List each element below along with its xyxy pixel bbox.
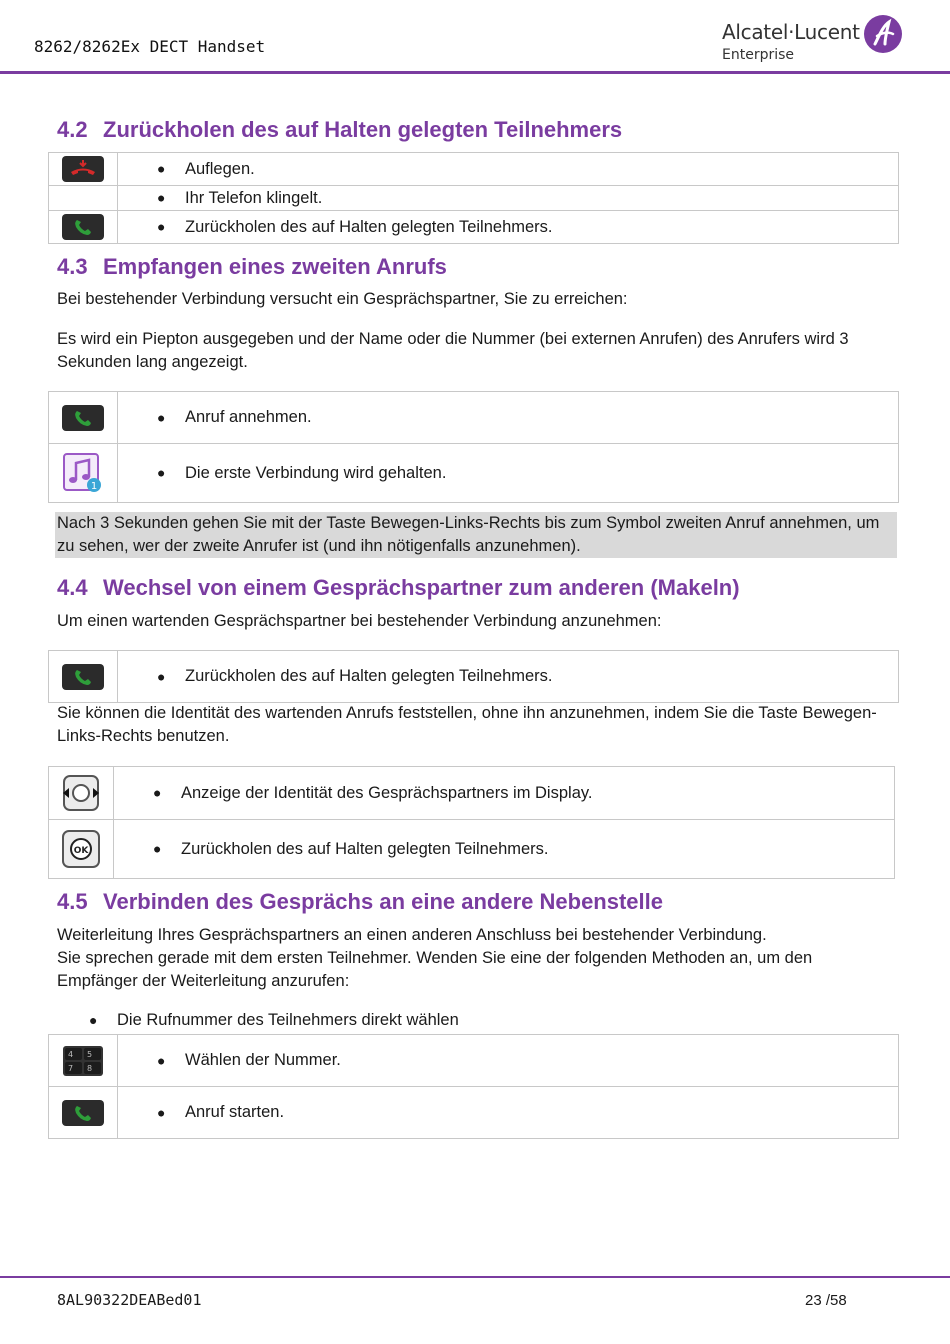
step-icon-cell xyxy=(49,153,118,186)
steps-table-4-4a xyxy=(48,650,899,703)
section-title: Wechsel von einem Gesprächspartner zum anderen (Makeln) xyxy=(103,575,740,600)
hang-up-key-icon xyxy=(61,155,105,183)
step-text-cell: ● Wählen der Nummer. xyxy=(118,1035,899,1087)
ok-key-icon xyxy=(61,829,101,869)
footer-rule xyxy=(0,1276,950,1278)
step-text-cell: ● Auflegen. xyxy=(118,153,899,186)
step-text: Auflegen. xyxy=(185,159,255,178)
step-text-cell: ● Zurückholen des auf Halten gelegten Teilnehmers. xyxy=(118,211,899,244)
alcatel-lucent-logo xyxy=(720,14,910,66)
step-row xyxy=(49,820,895,879)
keypad-icon xyxy=(62,1045,104,1077)
keypad-digit: 4 xyxy=(68,1049,74,1059)
note-box: Nach 3 Sekunden gehen Sie mit der Taste Bewegen-Links-Rechts bis zum Symbol zweiten Anruf annehmen, um zu sehen, wer der zweite Anrufer ist (und ihn nötigenfalls anzunehmen). xyxy=(55,512,897,558)
steps-table-4-3 xyxy=(48,391,899,503)
step-row xyxy=(49,767,895,820)
step-row xyxy=(49,186,899,211)
steps-table-4-4b xyxy=(48,766,895,879)
off-hook-key-icon xyxy=(61,213,105,241)
step-text-cell: ● Die erste Verbindung wird gehalten. xyxy=(118,444,899,503)
step-row xyxy=(49,444,899,503)
section-title: Zurückholen des auf Halten gelegten Teilnehmers xyxy=(103,117,623,142)
step-text-cell: ● Ihr Telefon klingelt. xyxy=(118,186,899,211)
section-description: Weiterleitung Ihres Gesprächspartners an einen anderen Anschluss bei bestehender Verbindung. Sie sprechen gerade mit dem ersten Teilnehmer. Wenden Sie eine der folgenden Methoden an, um den Empfänger der Weiterleitung anzurufen: xyxy=(57,926,813,990)
step-text: Ihr Telefon klingelt. xyxy=(185,188,323,207)
logo-subtitle: Enterprise xyxy=(722,47,795,63)
keypad-digit: 5 xyxy=(87,1049,93,1059)
section-heading-4-4 xyxy=(57,575,740,601)
step-icon-cell xyxy=(49,1035,118,1087)
steps-table-4-2 xyxy=(48,152,899,244)
step-text: Zurückholen des auf Halten gelegten Teilnehmers. xyxy=(181,839,549,858)
step-text: Die erste Verbindung wird gehalten. xyxy=(185,463,447,482)
logo-mark-icon xyxy=(863,14,903,54)
document-reference: 8AL90322DEABed01 xyxy=(57,1291,202,1309)
step-icon-cell xyxy=(49,211,118,244)
step-text: Anzeige der Identität des Gesprächspartners im Display. xyxy=(181,783,593,802)
keypad-digit: 7 xyxy=(68,1063,74,1073)
step-text-cell: ● Anzeige der Identität des Gesprächspartners im Display. xyxy=(114,767,895,820)
method-bullet-text: Die Rufnummer des Teilnehmers direkt wählen xyxy=(117,1011,459,1029)
step-text: Zurückholen des auf Halten gelegten Teilnehmers. xyxy=(185,217,553,236)
step-icon-cell xyxy=(49,392,118,444)
svg-text:OK: OK xyxy=(73,846,89,856)
step-text-cell: ● Anruf annehmen. xyxy=(118,392,899,444)
step-text-cell: ● Anruf starten. xyxy=(118,1087,899,1139)
section-number: 4.4 xyxy=(57,575,88,600)
section-intro: Bei bestehender Verbindung versucht ein Gesprächspartner, Sie zu erreichen: xyxy=(57,290,628,308)
step-row xyxy=(49,211,899,244)
step-text: Anruf starten. xyxy=(185,1103,285,1121)
off-hook-key-icon xyxy=(61,404,105,432)
step-row xyxy=(49,651,899,703)
section-number: 4.2 xyxy=(57,117,88,142)
off-hook-key-icon xyxy=(61,1099,105,1127)
step-row xyxy=(49,392,899,444)
section-number: 4.5 xyxy=(57,889,88,914)
navigator-left-right-icon xyxy=(61,774,101,812)
music-on-hold-icon xyxy=(62,452,104,494)
step-icon-cell xyxy=(49,767,114,820)
section-intro: Um einen wartenden Gesprächspartner bei bestehender Verbindung anzunehmen: xyxy=(57,612,662,630)
page-number: 23 /58 xyxy=(805,1292,847,1309)
section-number: 4.3 xyxy=(57,254,88,279)
header-rule xyxy=(0,71,950,74)
section-description: Es wird ein Piepton ausgegeben und der Name oder die Nummer (bei externen Anrufen) des Anrufers wird 3 Sekunden lang angezeigt. xyxy=(57,330,849,371)
step-text-cell: ● Zurückholen des auf Halten gelegten Teilnehmers. xyxy=(118,651,899,703)
logo-name: Alcatel·Lucent xyxy=(722,20,860,44)
document-title: 8262/8262Ex DECT Handset xyxy=(34,37,266,56)
step-text: Wählen der Nummer. xyxy=(185,1051,341,1069)
step-text: Zurückholen des auf Halten gelegten Teilnehmers. xyxy=(185,667,553,685)
step-icon-cell xyxy=(49,1087,118,1139)
step-row xyxy=(49,1087,899,1139)
step-text: Anruf annehmen. xyxy=(185,408,312,426)
section-heading-4-2 xyxy=(57,117,622,143)
section-title: Verbinden des Gesprächs an eine andere Nebenstelle xyxy=(103,889,664,914)
step-icon-cell xyxy=(49,820,114,879)
section-title: Empfangen eines zweiten Anrufs xyxy=(103,254,447,279)
step-icon-cell xyxy=(49,651,118,703)
section-heading-4-3 xyxy=(57,254,447,280)
section-heading-4-5 xyxy=(57,889,663,915)
step-row xyxy=(49,153,899,186)
section-description: Sie können die Identität des wartenden Anrufs feststellen, ohne ihn anzunehmen, indem Sie die Taste Bewegen-Links-Rechts benutzen. xyxy=(57,704,877,745)
step-icon-cell xyxy=(49,444,118,503)
keypad-digit: 8 xyxy=(87,1063,93,1073)
off-hook-key-icon xyxy=(61,663,105,691)
steps-table-4-5 xyxy=(48,1034,899,1139)
step-text-cell: ● Zurückholen des auf Halten gelegten Teilnehmers. xyxy=(114,820,895,879)
svg-text:1: 1 xyxy=(90,481,98,492)
step-icon-cell xyxy=(49,186,118,211)
step-row xyxy=(49,1035,899,1087)
